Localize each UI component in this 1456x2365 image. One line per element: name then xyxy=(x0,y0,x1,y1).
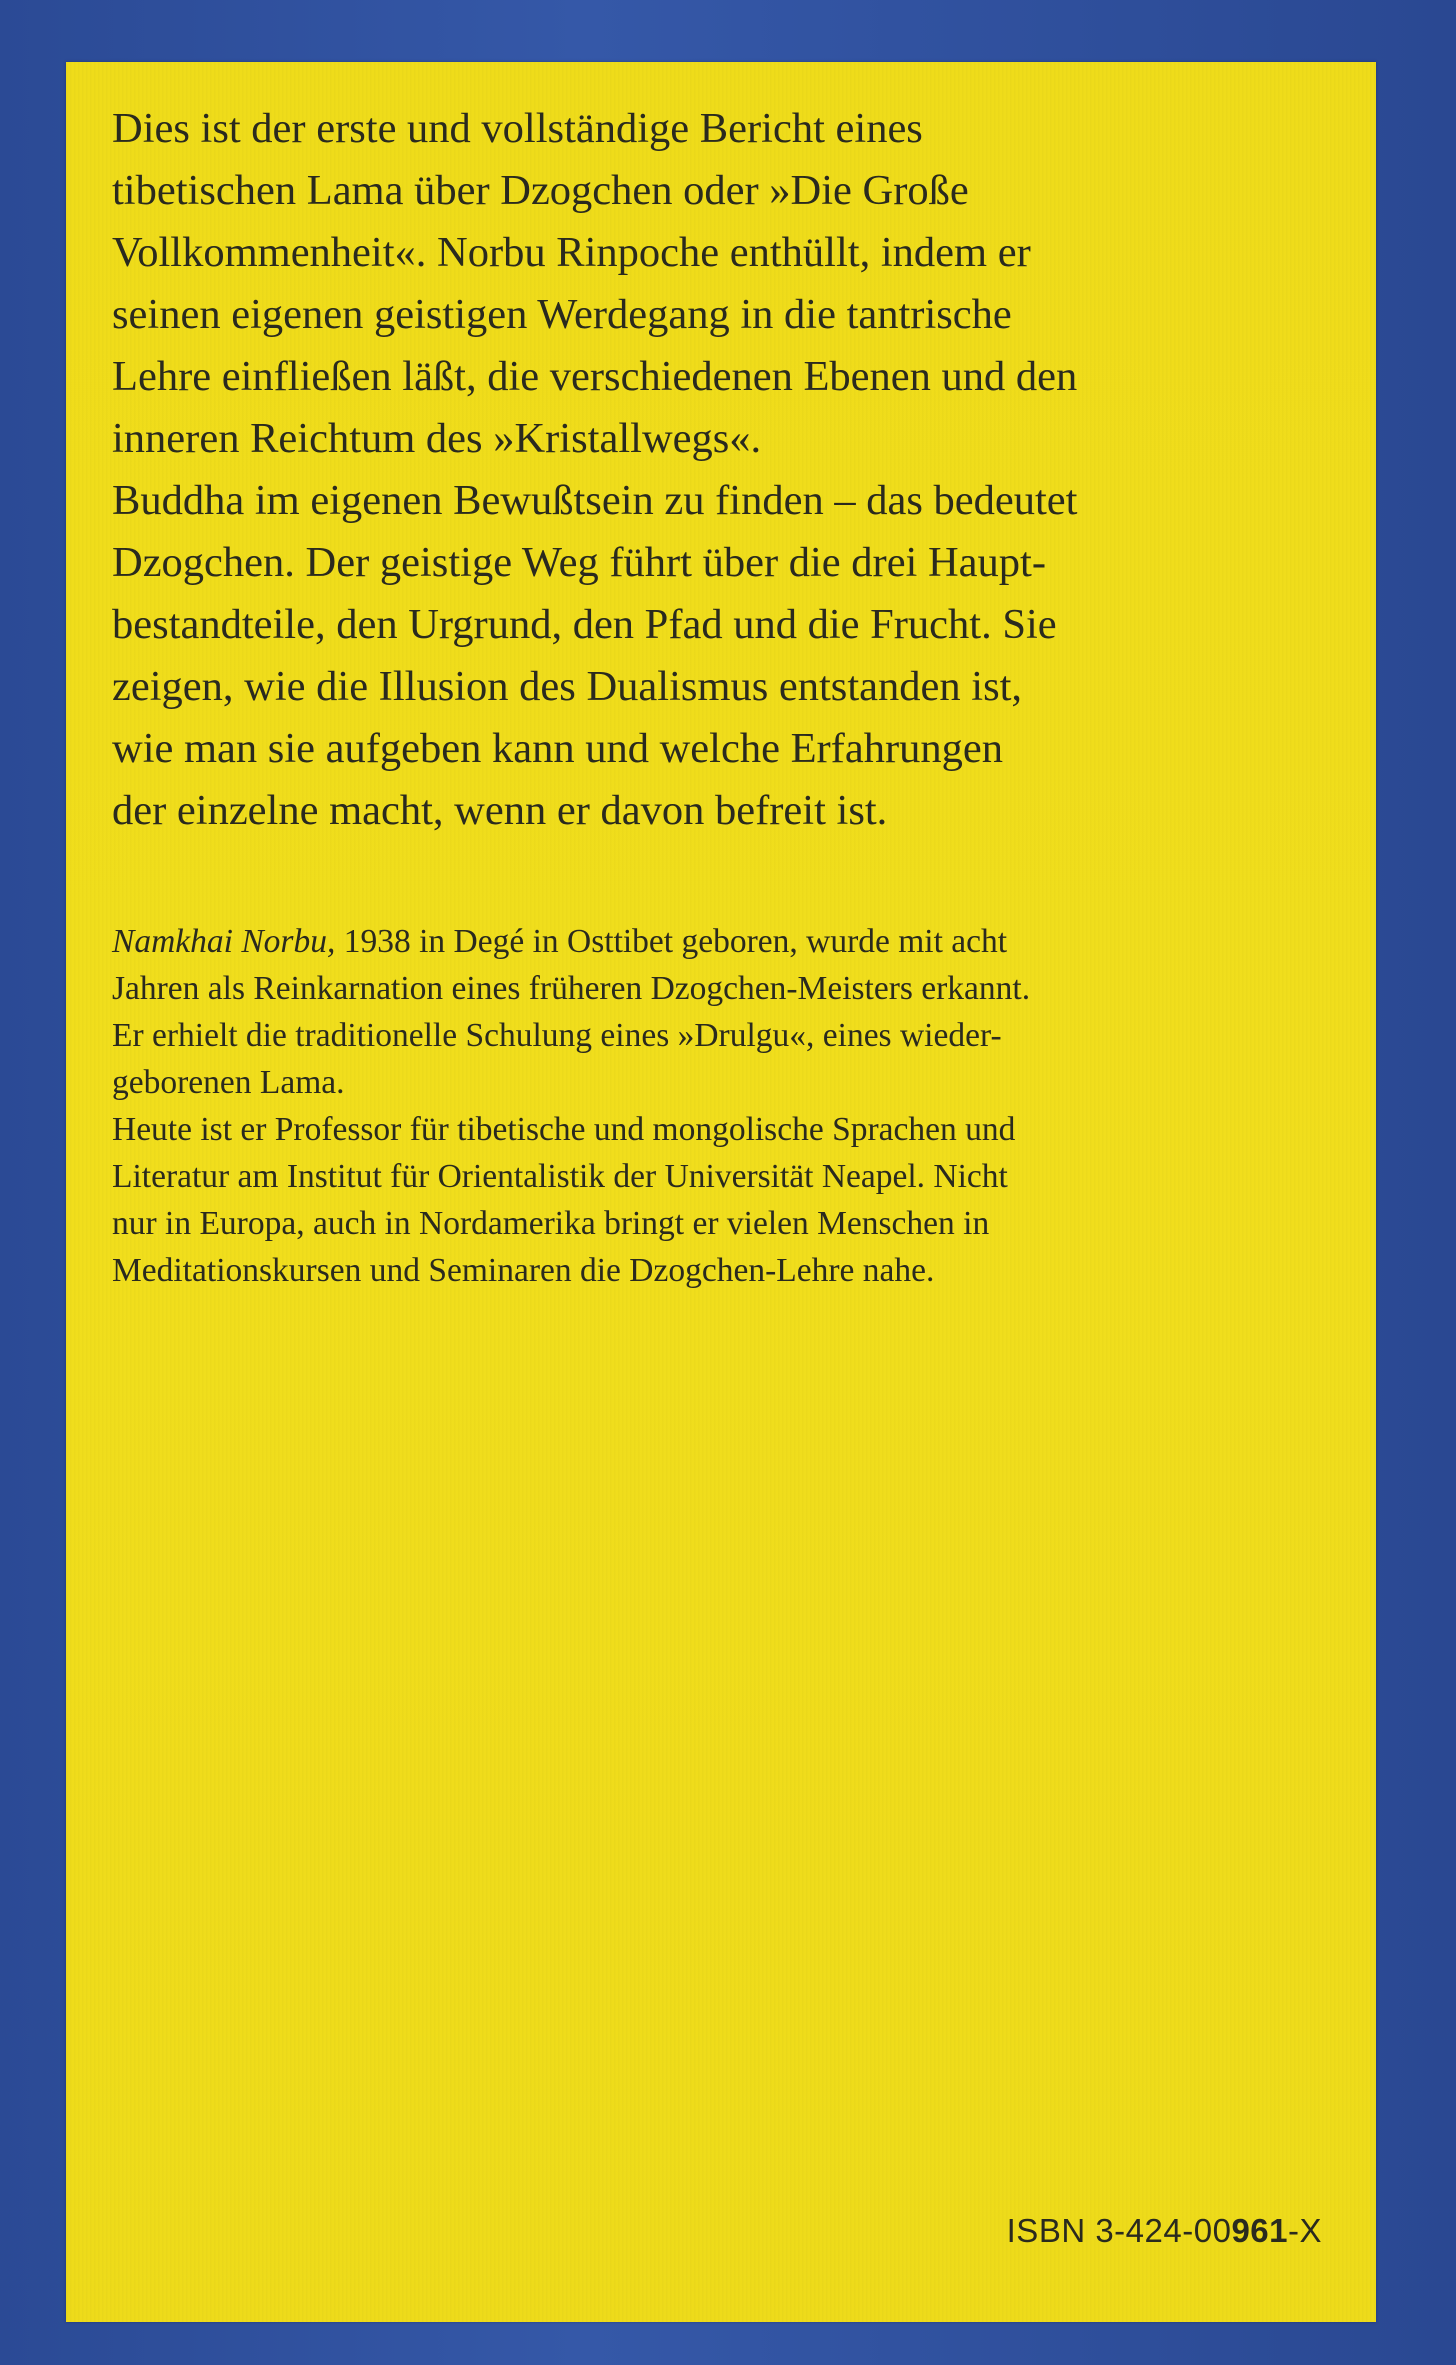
blurb-line: der einzelne macht, wenn er davon befreit ist. xyxy=(112,787,888,834)
blurb-line: Buddha im eigenen Bewußtsein zu finden – das bedeutet xyxy=(112,477,1078,524)
blurb-line: seinen eigenen geistigen Werdegang in die tantrische xyxy=(112,291,1012,338)
bio-line: Meditationskursen und Seminaren die Dzogchen-Lehre nahe. xyxy=(112,1252,935,1289)
isbn-suffix: -X xyxy=(1288,2212,1322,2249)
yellow-text-panel xyxy=(66,62,1376,2322)
isbn-bold-part: 961 xyxy=(1231,2212,1288,2249)
author-bio xyxy=(112,918,1362,1294)
blurb-line: Vollkommenheit«. Norbu Rinpoche enthüllt, indem er xyxy=(112,229,1031,276)
blurb-line: Dzogchen. Der geistige Weg führt über die drei Haupt- xyxy=(112,539,1047,586)
isbn-number xyxy=(1007,2212,1322,2250)
blurb-line: inneren Reichtum des »Kristallwegs«. xyxy=(112,415,762,462)
bio-line: geborenen Lama. xyxy=(112,1064,345,1101)
bio-line: Heute ist er Professor für tibetische und mongolische Sprachen und xyxy=(112,1111,1016,1148)
bio-line: Jahren als Reinkarnation eines früheren Dzogchen-Meisters erkannt. xyxy=(112,970,1031,1007)
blurb-line: tibetischen Lama über Dzogchen oder »Die Große xyxy=(112,167,969,214)
isbn-prefix: ISBN 3-424-00 xyxy=(1006,2212,1232,2249)
bio-first-line xyxy=(112,918,1362,965)
blurb-line: bestandteile, den Urgrund, den Pfad und die Frucht. Sie xyxy=(112,601,1057,648)
bio-line: nur in Europa, auch in Nordamerika bringt er vielen Menschen in xyxy=(112,1205,990,1242)
blurb-line: wie man sie aufgeben kann und welche Erfahrungen xyxy=(112,725,1003,772)
bio-first-line-text: 1938 in Degé in Osttibet geboren, wurde mit acht xyxy=(335,923,1008,960)
bio-line: Literatur am Institut für Orientalistik der Universität Neapel. Nicht xyxy=(112,1158,1008,1195)
blurb-line: Lehre einfließen läßt, die verschiedenen Ebenen und den xyxy=(112,353,1078,400)
bio-line: Er erhielt die traditionelle Schulung eines »Drulgu«, eines wieder- xyxy=(112,1017,1002,1054)
author-name: Namkhai Norbu, xyxy=(112,923,336,960)
blurb-line: zeigen, wie die Illusion des Dualismus entstanden ist, xyxy=(112,663,1023,710)
blurb-paragraph xyxy=(112,98,1362,842)
blurb-line: Dies ist der erste und vollständige Bericht eines xyxy=(112,105,923,152)
